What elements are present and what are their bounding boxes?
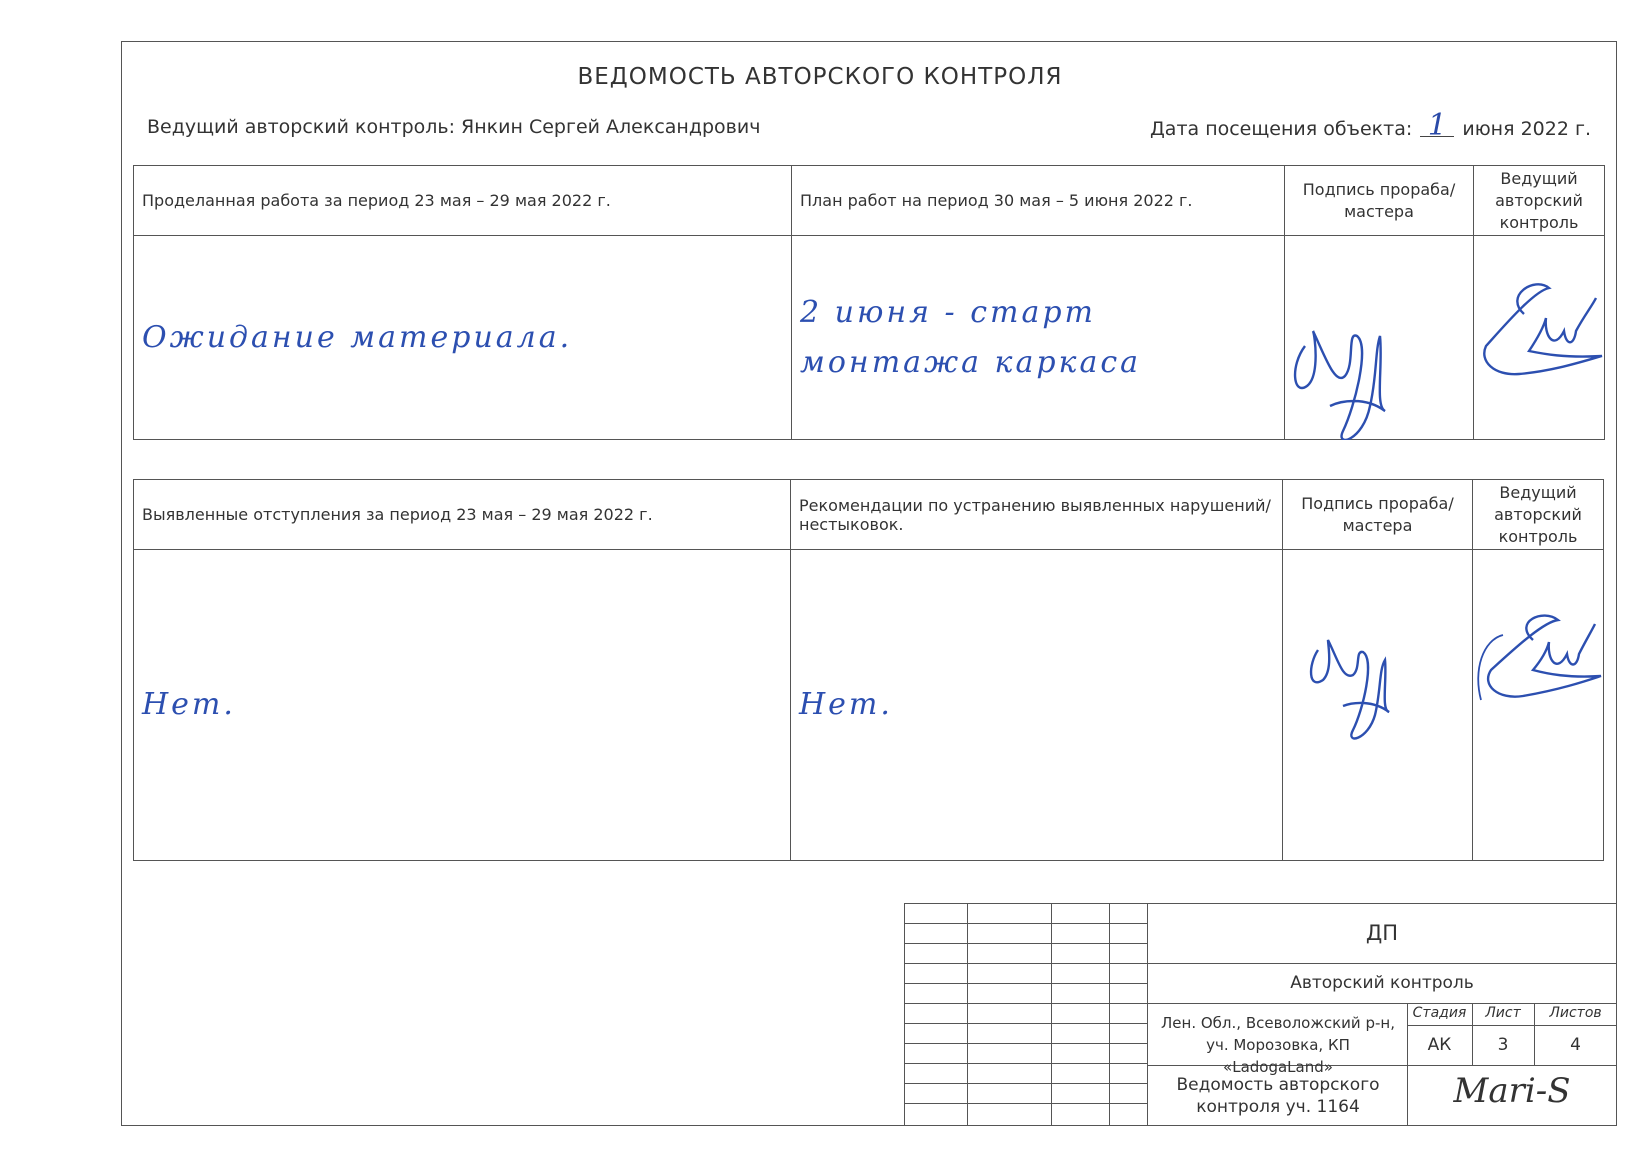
lead-signature-cell [1474, 236, 1605, 440]
sheets-label: Листов [1549, 1005, 1602, 1021]
work-done-text: Ожидание материала. [142, 319, 573, 355]
tb-line [904, 1003, 1147, 1004]
document-name: Ведомость авторского контроля уч. 1164 [1176, 1075, 1380, 1117]
work-plan-line-2: монтажа каркаса [800, 344, 1142, 380]
work-plan-header: План работ на период 30 мая – 5 июня 2022 г. [792, 166, 1285, 236]
recommendations-text: Нет. [799, 687, 893, 722]
stage-label: Стадия [1412, 1005, 1467, 1021]
foreman-signature-icon-2 [1283, 550, 1473, 861]
lead-signature-cell-2 [1473, 550, 1604, 861]
tb-line [904, 983, 1147, 984]
tb-line [1147, 963, 1617, 964]
author-signature: Mari-S [1453, 1071, 1571, 1111]
lead-signature-icon-2 [1473, 550, 1604, 861]
deviations-table [133, 479, 1604, 861]
deviations-cell [134, 550, 791, 861]
foreman-signature-cell-2 [1283, 550, 1473, 861]
visit-date-prefix: Дата посещения объекта: [1149, 118, 1413, 140]
visit-date-suffix: июня 2022 г. [1462, 118, 1591, 140]
tb-line [904, 1023, 1147, 1024]
tb-line [967, 903, 968, 1126]
tb-line [904, 1063, 1147, 1064]
tb-line [1407, 1025, 1617, 1026]
title-block [904, 903, 1617, 1126]
foreman-signature-cell [1285, 236, 1474, 440]
tb-line [904, 923, 1147, 924]
work-done-header: Проделанная работа за период 23 мая – 29 мая 2022 г. [134, 166, 792, 236]
visit-day: 1 [1420, 116, 1454, 137]
lead-signature-icon [1474, 236, 1605, 440]
sheets-value: 4 [1570, 1035, 1581, 1055]
tb-line [904, 903, 1617, 904]
sheet-value: 3 [1497, 1035, 1509, 1055]
lead-control-header-2: Ведущий авторский контроль [1473, 480, 1604, 550]
sheet-label: Лист [1485, 1005, 1521, 1021]
work-table [133, 165, 1605, 440]
recommendations-cell [791, 550, 1283, 861]
foreman-signature-icon [1285, 236, 1474, 440]
tb-line [1051, 903, 1052, 1126]
tb-line [904, 1103, 1147, 1104]
work-done-cell [134, 236, 792, 440]
visit-date-line [1149, 108, 1591, 143]
recommendations-header: Рекомендации по устранению выявленных нарушений/нестыковок. [791, 480, 1283, 550]
tb-line [904, 943, 1147, 944]
tb-line [1147, 1003, 1617, 1004]
tb-line [904, 963, 1147, 964]
foreman-signature-header: Подпись прораба/мастера [1285, 166, 1474, 236]
tb-line [904, 1043, 1147, 1044]
deviations-text: Нет. [142, 687, 236, 722]
document-title: ВЕДОМОСТЬ АВТОРСКОГО КОНТРОЛЯ [577, 64, 1063, 90]
tb-line [904, 1083, 1147, 1084]
tb-line [904, 903, 905, 1126]
project-code: ДП [1365, 921, 1399, 945]
lead-control-header: Ведущий авторский контроль [1474, 166, 1605, 236]
stage-value: АК [1427, 1035, 1452, 1055]
foreman-signature-header-2: Подпись прораба/мастера [1283, 480, 1473, 550]
section-name: Авторский контроль [1290, 973, 1474, 993]
object-address: Лен. Обл., Всеволожский р-н, уч. Морозовка, КП «LadogaLand» [1161, 1014, 1395, 1076]
tb-line [1109, 903, 1110, 1126]
work-plan-cell [792, 236, 1285, 440]
lead-supervisor-line: Ведущий авторский контроль: Янкин Сергей Александрович [147, 116, 761, 138]
deviations-header: Выявленные отступления за период 23 мая – 29 мая 2022 г. [134, 480, 791, 550]
work-plan-line-1: 2 июня - старт [800, 294, 1096, 330]
